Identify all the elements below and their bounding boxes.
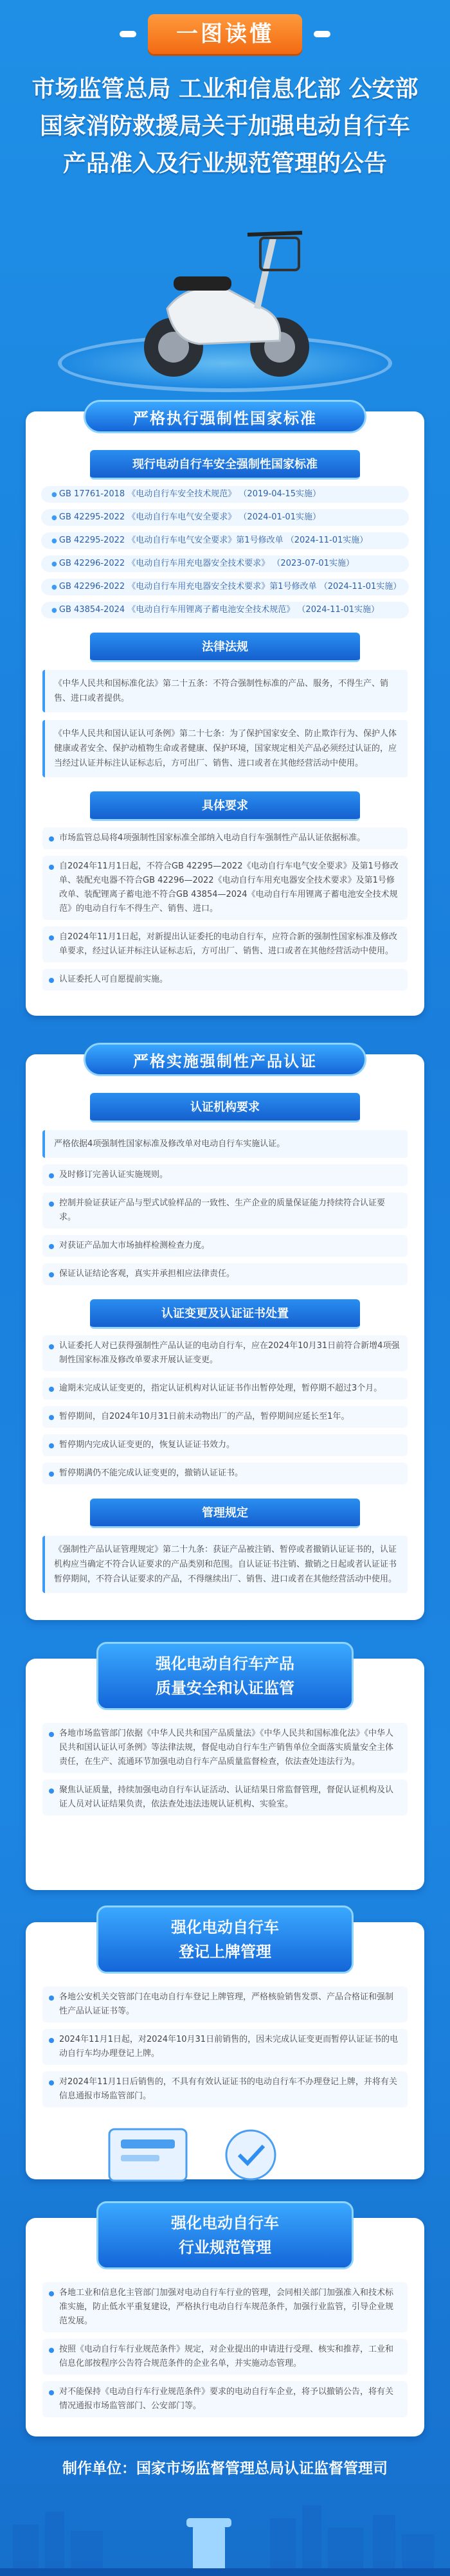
standard-item: ● GB 42296-2022 《电动自行车用充电器安全技术要求》 （2023-07-01实施）: [41, 555, 409, 572]
section-title: 严格执行强制性国家标准: [84, 400, 366, 433]
section-mandatory-standards: [26, 411, 424, 1016]
standard-item: ● GB 42295-2022 《电动自行车电气安全要求》第1号修改单 （2024-11-01实施）: [41, 532, 409, 549]
headline-line-2: 国家消防救援局关于加强电动自行车: [39, 113, 410, 140]
supervision-item: 聚焦认证质量，持续加强电动自行车认证活动、认证结果日常监督管理，督促认证机构及认证人员对认证结果负责，依法查处违法违规认证机构、实验室。: [42, 1779, 408, 1815]
section-title: [96, 1905, 354, 1974]
regulation-subheading: 管理规定: [90, 1499, 360, 1528]
cb-subheading: 认证机构要求: [90, 1093, 360, 1122]
section-title-line: 强化电动自行车: [171, 2214, 279, 2232]
cb-item: 控制并验证获证产品与型式试验样品的一致性、生产企业的质量保证能力持续符合认证要求。: [42, 1193, 408, 1229]
requirement-item: 自2024年11月1日起，对新提出认证委托的电动自行车，应符合新的强制性国家标准及修改单要求，经过认证并标注认证标志后，方可出厂、销售、进口或者在其他经营活动中使用。: [42, 926, 408, 962]
requirement-item: 自2024年11月1日起，不符合GB 42295—2022《电动自行车电气安全要求》及第1号修改单、装配充电器不符合GB 42296—2022《电动自行车用充电器安全技术要求》及第1号修改单、装配锂离子蓄电池不符合GB 43854—2024《电动自行车用锂离子蓄电池安全技术规范》的电动自行车不得生产、销售、进口。: [42, 856, 408, 920]
headline-line-1: 市场监管总局 工业和信息化部 公安部: [32, 76, 419, 102]
footer: [0, 2456, 450, 2576]
section-title-line: 行业规范管理: [179, 2238, 271, 2256]
change-subheading: 认证变更及认证证书处置: [90, 1299, 360, 1329]
cb-item: 对获证产品加大市场抽样检测检查力度。: [42, 1235, 408, 1257]
section-title: [96, 1642, 354, 1710]
headline-line-3: 产品准入及行业规范管理的公告: [62, 150, 387, 177]
announcement-headline: [19, 71, 431, 183]
change-item: 认证委托人对已获得强制性产品认证的电动自行车，应在2024年10月31日前符合新增4项强制性国家标准及修改单要求开展认证变更。: [42, 1335, 408, 1371]
standard-item: ● GB 17761-2018 《电动自行车安全技术规范》 （2019-04-15实施）: [41, 486, 409, 503]
section-registration: [26, 1918, 424, 2179]
change-item: 逾期未完成认证变更的，指定认证机构对认证证书作出暂停处理，暂停期不超过3个月。: [42, 1378, 408, 1400]
header-badge: 一图读懂: [148, 14, 302, 54]
section-certification: [26, 1054, 424, 1620]
registration-item: 各地公安机关交管部门在电动自行车登记上牌管理，严格核验销售发票、产品合格证和强制性产品认证证书等。: [42, 1986, 408, 2022]
section-quality-supervision: [26, 1655, 424, 1890]
industry-item: 对不能保持《电动自行车行业规范条件》要求的电动自行车企业，将予以撤销公告，将有关情况通报市场监管部门、公安部门等。: [42, 2381, 408, 2417]
change-item: 暂停期内完成认证变更的，恢复认证证书效力。: [42, 1434, 408, 1456]
legal-paragraph: 《中华人民共和国标准化法》第二十五条：不符合强制性标准的产品、服务，不得生产、销售、进口或者提供。: [42, 670, 408, 712]
standard-item: ● GB 43854-2024 《电动自行车用锂离子蓄电池安全技术规范》 （2024-11-01实施）: [41, 602, 409, 618]
section-title-line: 质量安全和认证监管: [156, 1679, 294, 1697]
header: [0, 0, 450, 399]
standards-subheading: 现行电动自行车安全强制性国家标准: [90, 450, 360, 480]
industry-item: 各地工业和信息化主管部门加强对电动自行车行业的管理，会同相关部门加强准入和技术标准实施，防止低水平重复建设，严格执行电动自行车规范条件，加强行业监管，引导企业规范发展。: [42, 2282, 408, 2332]
city-skyline-illustration: [0, 2486, 450, 2576]
regulation-paragraph: 《强制性产品认证管理规定》第二十九条：获证产品被注销、暂停或者撤销认证证书的，认证机构应当确定不符合认证要求的产品类别和范围。自认证证书注销、撤销之日起或者认证证书暂停期间，不符合认证要求的产品，不得继续出厂、销售、进口或者在其他经营活动中使用。: [42, 1536, 408, 1593]
cb-intro: 严格依据4项强制性国家标准及修改单对电动自行车实施认证。: [42, 1130, 408, 1158]
section-title: [96, 2201, 354, 2269]
section-industry-management: [26, 2214, 424, 2436]
supervision-item: 各地市场监管部门依据《中华人民共和国产品质量法》《中华人民共和国标准化法》《中华人民共和国认证认可条例》等法律法规，督促电动自行车生产销售单位全面落实质量安全主体责任，在生产、流通环节加强电动自行车产品质量监督检查，依法查处违法行为。: [42, 1723, 408, 1773]
standard-item: ● GB 42296-2022 《电动自行车用充电器安全技术要求》第1号修改单 （2024-11-01实施）: [41, 579, 409, 595]
standard-item: ● GB 42295-2022 《电动自行车电气安全要求》 （2024-01-01实施）: [41, 509, 409, 526]
requirement-item: 市场监管总局将4项强制性国家标准全部纳入电动自行车强制性产品认证依据标准。: [42, 827, 408, 849]
cb-item: 保证认证结论客观，真实并承担相应法律责任。: [42, 1263, 408, 1285]
change-item: 暂停期间，自2024年10月31日前未动物出厂的产品，暂停期间应延长至1年。: [42, 1406, 408, 1428]
legal-subheading: 法律法规: [90, 633, 360, 662]
requirements-subheading: 具体要求: [90, 791, 360, 821]
cb-item: 及时修订完善认证实施规则。: [42, 1164, 408, 1186]
registration-item: 2024年11月1日起，对2024年10月31日前销售的，因未完成认证变更而暂停认证证书的电动自行车均办理登记上牌。: [42, 2029, 408, 2065]
section-title-line: 强化电动自行车产品: [156, 1655, 294, 1673]
producer-credit: 制作单位：国家市场监督管理总局认证监督管理司: [62, 2460, 388, 2477]
industry-item: 按照《电动自行车行业规范条件》规定，对企业提出的申请进行受理、核实和推荐，工业和信息化部按程序公告符合规范条件的企业名单，并实施动态管理。: [42, 2339, 408, 2375]
section-title-line: 登记上牌管理: [179, 1943, 271, 1961]
registration-illustration: [26, 2116, 386, 2187]
e-bike-illustration: [129, 212, 321, 386]
section-title: 严格实施强制性产品认证: [84, 1043, 366, 1076]
change-item: 暂停期满仍不能完成认证变更的，撤销认证证书。: [42, 1463, 408, 1484]
requirement-item: 认证委托人可自愿提前实施。: [42, 969, 408, 991]
section-title-line: 强化电动自行车: [171, 1918, 279, 1936]
registration-item: 对2024年11月1日后销售的，不具有有效认证证书的电动自行车不办理登记上牌，并将有关信息通报市场监管部门。: [42, 2071, 408, 2107]
legal-paragraph: 《中华人民共和国认证认可条例》第二十七条：为了保护国家安全、防止欺诈行为、保护人体健康或者安全、保护动植物生命或者健康、保护环境，国家规定相关产品必须经过认证的，应当经过认证并标注认证标志后，方可出厂、销售、进口或者在其他经营活动中使用。: [42, 720, 408, 777]
